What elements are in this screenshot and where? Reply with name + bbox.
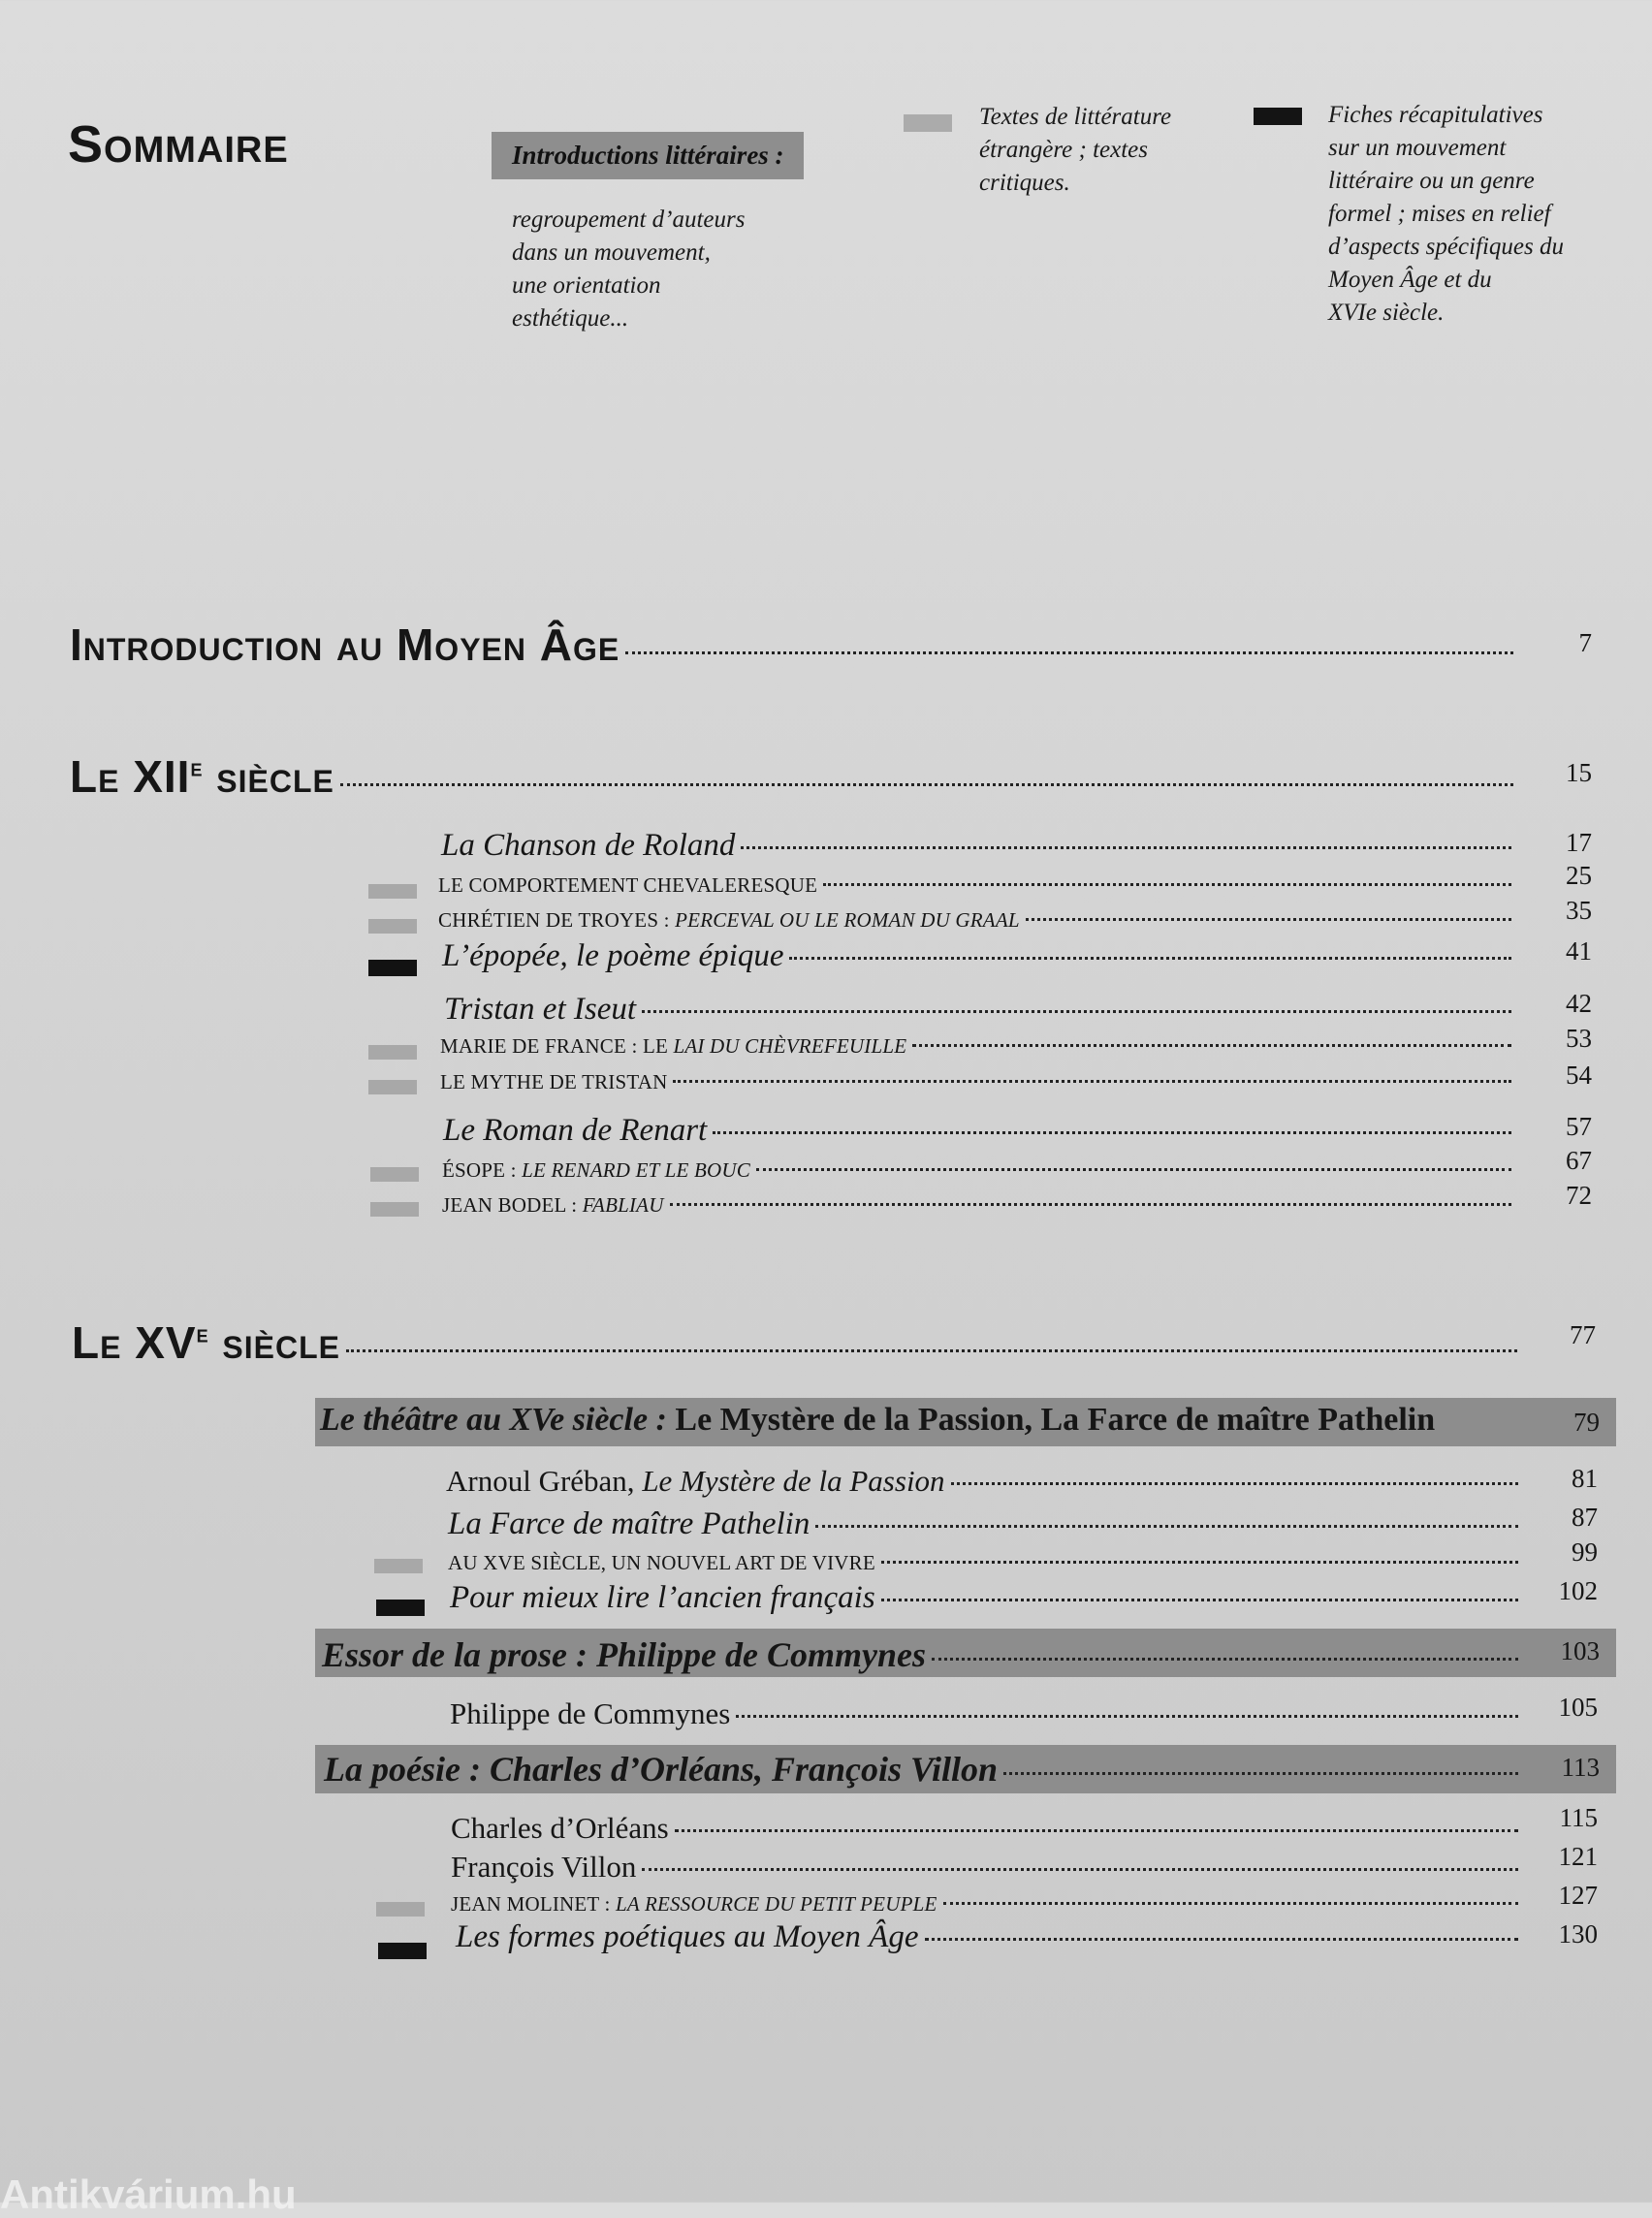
dot-leader	[642, 1010, 1511, 1013]
toc-section-prose[interactable]	[322, 1634, 1524, 1675]
light-swatch-marker	[370, 1167, 419, 1182]
toc-part-title: Introduction au Moyen Âge	[70, 619, 620, 670]
toc-entry[interactable]	[456, 1919, 1524, 1955]
page-number: 121	[1558, 1842, 1598, 1871]
intro-legend-label: Introductions littéraires :	[492, 132, 804, 179]
intro-legend-description	[512, 204, 783, 335]
legend-line: regroupement d’auteurs	[512, 206, 746, 233]
dot-leader	[736, 1715, 1518, 1718]
toc-section-title: La poésie : Charles d’Orléans, François Villon	[324, 1750, 999, 1789]
dot-leader	[670, 1203, 1511, 1206]
toc-entry-title: AU XVE SIÈCLE, UN NOUVEL ART DE VIVRE	[448, 1551, 875, 1574]
toc-entry-title: Pour mieux lire l’ancien français	[450, 1580, 875, 1615]
toc-section-theatre[interactable]	[320, 1402, 1522, 1439]
light-swatch-marker	[368, 1045, 417, 1060]
dot-leader	[625, 651, 1513, 654]
dot-leader	[881, 1561, 1518, 1564]
dot-leader	[789, 957, 1511, 960]
toc-section-title: Le théâtre au XVe siècle : Le Mystère de la Passion, La Farce de maître Pathelin	[320, 1402, 1436, 1438]
page-number: 67	[1566, 1146, 1592, 1175]
page-number: 115	[1559, 1803, 1598, 1832]
page-number: 72	[1566, 1181, 1592, 1210]
dot-leader	[741, 846, 1511, 849]
light-swatch-legend	[904, 114, 952, 132]
dark-swatch-marker	[378, 1943, 427, 1959]
toc-entry[interactable]	[443, 1113, 1517, 1149]
legend-line: dans un mouvement,	[512, 239, 711, 266]
page-number: 99	[1572, 1537, 1598, 1567]
page-number: 105	[1558, 1693, 1598, 1722]
legend-line: formel ; mises en relief	[1328, 201, 1551, 227]
dot-leader	[675, 1829, 1518, 1832]
dot-leader	[823, 883, 1511, 886]
light-swatch-marker	[368, 884, 417, 899]
page-number: 77	[1570, 1320, 1596, 1349]
dot-leader	[925, 1938, 1519, 1941]
toc-entry-title: Tristan et Iseut	[444, 992, 637, 1027]
toc-entry-title: JEAN MOLINET : LA RESSOURCE DU PETIT PEUPLE	[451, 1892, 937, 1916]
dot-leader	[756, 1168, 1511, 1171]
page-number: 81	[1572, 1464, 1598, 1493]
dot-leader	[1003, 1772, 1518, 1775]
legend-line: Fiches récapitulatives	[1328, 102, 1543, 128]
toc-entry[interactable]	[448, 1551, 1524, 1575]
page-number: 17	[1566, 828, 1592, 857]
toc-entry-title: Charles d’Orléans	[451, 1811, 669, 1845]
page-number: 35	[1566, 896, 1592, 925]
toc-entry-title: François Villon	[451, 1850, 637, 1884]
dot-leader	[673, 1080, 1511, 1083]
toc-entry[interactable]	[440, 1070, 1517, 1094]
dark-swatch-marker	[368, 960, 417, 976]
light-swatch-marker	[374, 1559, 423, 1573]
toc-entry-title: L’épopée, le poème épique	[442, 938, 784, 973]
dot-leader	[881, 1599, 1518, 1601]
toc-entry-xii-siecle[interactable]	[70, 750, 1519, 803]
page-number: 57	[1566, 1112, 1592, 1141]
toc-entry-title: Philippe de Commynes	[450, 1696, 731, 1730]
page-title: Sommaire	[68, 115, 289, 174]
toc-entry[interactable]	[441, 828, 1517, 864]
dot-leader	[713, 1131, 1511, 1134]
legend-line: Textes de littérature	[979, 104, 1172, 130]
toc-entry-title: JEAN BODEL : FABLIAU	[442, 1193, 664, 1217]
toc-entry[interactable]	[438, 908, 1517, 933]
toc-entry[interactable]	[451, 1892, 1524, 1917]
page-number: 25	[1566, 861, 1592, 890]
toc-entry-title: LE MYTHE DE TRISTAN	[440, 1070, 668, 1093]
page-number: 15	[1566, 758, 1592, 787]
legend-line: Moyen Âge et du	[1328, 267, 1492, 293]
dot-leader	[642, 1868, 1518, 1871]
toc-entry[interactable]	[442, 1158, 1517, 1183]
light-swatch-marker	[368, 1080, 417, 1094]
toc-entry[interactable]	[450, 1580, 1524, 1616]
toc-part-title: Le XVe siècle	[72, 1317, 340, 1368]
legend-line: littéraire ou un genre	[1328, 168, 1535, 194]
page-number: 54	[1566, 1061, 1592, 1090]
dot-leader	[1026, 918, 1511, 921]
legend-line: étrangère ; textes	[979, 137, 1148, 163]
page-number: 79	[1573, 1408, 1600, 1437]
toc-entry-title: MARIE DE FRANCE : LE LAI DU CHÈVREFEUILLE	[440, 1034, 907, 1058]
dark-swatch-marker	[376, 1600, 425, 1616]
page-number: 127	[1558, 1881, 1598, 1910]
page-number: 113	[1561, 1753, 1600, 1782]
dot-leader	[340, 783, 1513, 786]
toc-entry-title: LE COMPORTEMENT CHEVALERESQUE	[438, 873, 818, 897]
toc-entry[interactable]	[438, 873, 1517, 898]
page-number: 130	[1558, 1919, 1598, 1949]
page-number: 103	[1560, 1636, 1600, 1665]
etrangere-legend-description	[979, 101, 1212, 200]
legend-line: XVIe siècle.	[1328, 300, 1445, 326]
toc-entry[interactable]	[451, 1850, 1524, 1885]
toc-section-title: Essor de la prose : Philippe de Commynes	[322, 1635, 926, 1674]
toc-entry[interactable]	[450, 1696, 1524, 1731]
dot-leader	[815, 1525, 1518, 1528]
toc-part-title: Le XIIe siècle	[70, 751, 334, 802]
light-swatch-marker	[376, 1902, 425, 1917]
toc-entry-title: CHRÉTIEN DE TROYES : PERCEVAL OU LE ROMAN DU GRAAL	[438, 908, 1020, 932]
toc-entry-introduction[interactable]	[70, 618, 1519, 671]
page-number: 7	[1578, 628, 1592, 657]
legend-line: d’aspects spécifiques du	[1328, 234, 1565, 260]
toc-entry[interactable]	[451, 1811, 1524, 1846]
toc-entry[interactable]	[446, 1464, 1524, 1499]
watermark: Antikvárium.hu	[0, 2171, 297, 2217]
dot-leader	[912, 1044, 1511, 1047]
page-number: 102	[1558, 1576, 1598, 1605]
toc-entry[interactable]	[440, 1034, 1517, 1059]
page-number: 87	[1572, 1503, 1598, 1532]
toc-entry-title: ÉSOPE : LE RENARD ET LE BOUC	[442, 1158, 750, 1182]
toc-entry-title: La Chanson de Roland	[441, 828, 736, 863]
fiches-legend-description	[1328, 99, 1609, 330]
toc-entry[interactable]	[448, 1506, 1524, 1542]
dot-leader	[943, 1902, 1518, 1905]
toc-entry[interactable]	[442, 1193, 1517, 1218]
dot-leader	[346, 1349, 1517, 1352]
page-number: 53	[1566, 1024, 1592, 1053]
light-swatch-marker	[368, 919, 417, 934]
legend-line: une orientation	[512, 272, 661, 299]
page-number: 41	[1566, 936, 1592, 966]
light-swatch-marker	[370, 1202, 419, 1217]
legend-line: critiques.	[979, 170, 1070, 196]
toc-section-poesie[interactable]	[324, 1749, 1524, 1790]
page-number: 42	[1566, 989, 1592, 1018]
toc-entry-title: Le Roman de Renart	[443, 1113, 708, 1148]
toc-entry-xv-siecle[interactable]	[72, 1316, 1523, 1369]
toc-entry[interactable]	[442, 938, 1517, 974]
toc-entry-title: Les formes poétiques au Moyen Âge	[456, 1919, 919, 1954]
legend-line: sur un mouvement	[1328, 135, 1507, 161]
dark-swatch-legend	[1254, 108, 1302, 125]
legend-line: esthétique...	[512, 305, 629, 332]
toc-entry-title: La Farce de maître Pathelin	[448, 1506, 810, 1541]
dot-leader	[951, 1482, 1518, 1485]
toc-entry[interactable]	[444, 992, 1517, 1028]
toc-entry-title: Arnoul Gréban, Le Mystère de la Passion	[446, 1464, 945, 1498]
dot-leader	[932, 1658, 1518, 1661]
